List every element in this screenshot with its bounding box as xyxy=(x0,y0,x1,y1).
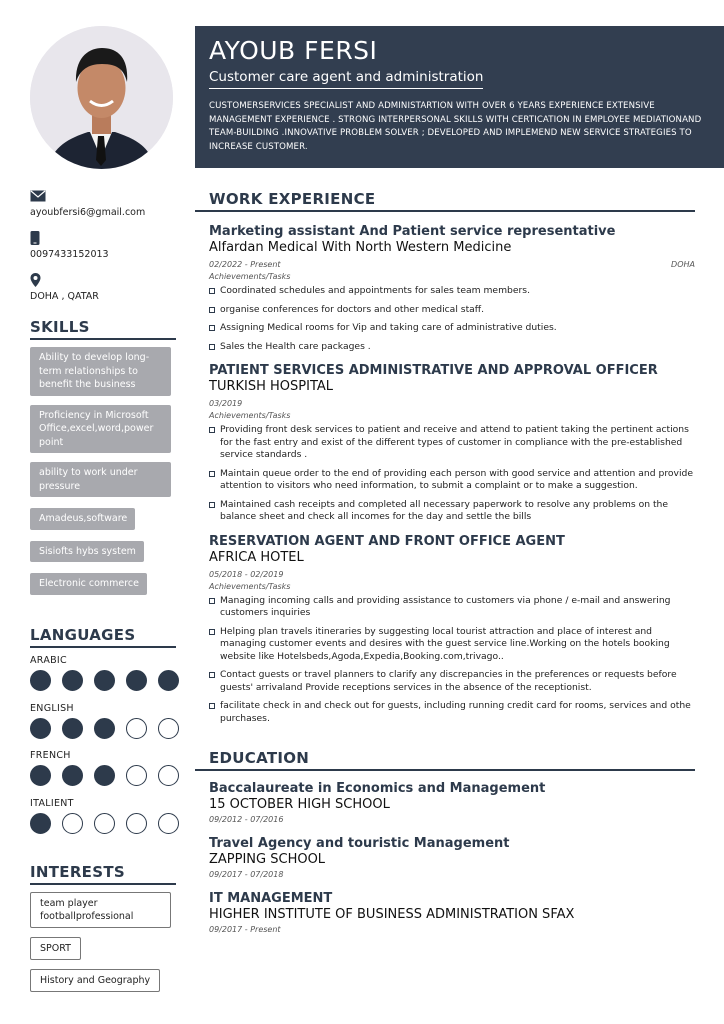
job-company: Alfardan Medical With North Western Medicine xyxy=(209,240,512,255)
list-item: organise conferences for doctors and other medical staff. xyxy=(209,304,695,317)
work-experience-title: WORK EXPERIENCE xyxy=(195,190,695,212)
skill-tag: Ability to develop long-term relationships to benefit the business xyxy=(30,347,171,396)
skill-tag: Amadeus,software xyxy=(30,508,135,530)
contact-section xyxy=(30,188,180,314)
contact-location xyxy=(30,272,180,314)
skill-tag: Proficiency in Microsoft Office,excel,word,power point xyxy=(30,405,171,454)
list-item: Providing front desk services to patient and receive and attend to patient taking the pertinent actions for the fast entry and exist of the different types of customer in compliance with the pre-established service standards . xyxy=(209,424,695,462)
interest-tag: SPORT xyxy=(30,937,81,960)
level-dot-filled xyxy=(158,670,179,691)
achievements-label: Achievements/Tasks xyxy=(209,411,291,420)
level-dot-filled xyxy=(62,718,83,739)
level-dot-empty xyxy=(126,813,147,834)
education-date: 09/2017 - Present xyxy=(209,925,281,934)
job-company: AFRICA HOTEL xyxy=(209,549,304,565)
language-level xyxy=(30,813,180,834)
phone-icon xyxy=(30,230,40,246)
list-item: Coordinated schedules and appointments for sales team members. xyxy=(209,285,695,298)
degree-title: Baccalaureate in Economics and Management xyxy=(209,781,546,796)
language-item xyxy=(30,655,180,691)
email-text[interactable]: ayoubfersi6@gmail.com xyxy=(30,207,146,218)
contact-email xyxy=(30,188,180,230)
education-date: 09/2012 - 07/2016 xyxy=(209,815,284,824)
profile-summary: CUSTOMERSERVICES SPECIALIST AND ADMINISTARTION WITH OVER 6 YEARS EXPERIENCE EXTENSIVE MANAGEMENT EXPERIENCE . STRONG INTERPERSONAL SKILLS WITH CERTICATION IN EMPLOYEE MEDIATIONAND TEAM-BUILDING .INNOVATIVE PROBLEM SOLVER ; DEVELOPED AND IMPLEMEND NEW SERVICE STRATEGIES TO INCREASE CUSTOMER. xyxy=(209,101,702,152)
school-name: ZAPPING SCHOOL xyxy=(209,852,326,867)
education-date: 09/2017 - 07/2018 xyxy=(209,870,284,879)
job-title: RESERVATION AGENT AND FRONT OFFICE AGENT xyxy=(209,533,565,549)
main-column xyxy=(195,190,695,934)
list-item: facilitate check in and check out for guests, including running credit card for rooms, services and othe purchases. xyxy=(209,700,695,725)
level-dot-empty xyxy=(62,813,83,834)
language-item xyxy=(30,798,180,834)
skills-title: SKILLS xyxy=(30,318,176,340)
language-name: ITALIENT xyxy=(30,798,74,809)
job-bullets xyxy=(209,424,695,524)
level-dot-filled xyxy=(30,813,51,834)
skill-tag: Sisiofts hybs system xyxy=(30,541,144,563)
level-dot-filled xyxy=(62,765,83,786)
job-entry xyxy=(195,534,695,726)
list-item: Managing incoming calls and providing assistance to customers via phone / e-mail and answering customers inquiries xyxy=(209,595,695,620)
level-dot-empty xyxy=(126,765,147,786)
list-item: Sales the Health care packages . xyxy=(209,341,695,354)
level-dot-filled xyxy=(94,765,115,786)
school-name: HIGHER INSTITUTE OF BUSINESS ADMINISTRATION SFAX xyxy=(209,907,575,922)
interest-tag: History and Geography xyxy=(30,969,160,992)
job-bullets xyxy=(209,285,695,353)
level-dot-filled xyxy=(30,670,51,691)
skill-tag: Electronic commerce xyxy=(30,573,147,595)
language-item xyxy=(30,750,180,786)
list-item: Contact guests or travel planners to clarify any discrepancies in the preferences or requests before guests' arrivaland Provide receptions services in the absence of the receptionist. xyxy=(209,669,695,694)
education-entry xyxy=(195,836,695,879)
list-item: Maintain queue order to the end of providing each person with good service and attention and provide attention to visitors who need information, to submit a complaint or to make a suggestion. xyxy=(209,468,695,493)
language-level xyxy=(30,670,180,691)
interest-tag: team player footballprofessional xyxy=(30,892,171,928)
education-entry xyxy=(195,781,695,824)
person-portrait-icon xyxy=(30,26,173,169)
header-banner xyxy=(195,26,724,168)
job-title: Marketing assistant And Patient service representative xyxy=(209,224,616,239)
degree-title: Travel Agency and touristic Management xyxy=(209,836,510,851)
level-dot-filled xyxy=(30,718,51,739)
job-date: 02/2022 - Present xyxy=(209,260,281,269)
language-name: ENGLISH xyxy=(30,703,74,714)
job-meta xyxy=(209,398,695,410)
list-item: Assigning Medical rooms for Vip and taking care of administrative duties. xyxy=(209,322,695,335)
school-name: 15 OCTOBER HIGH SCHOOL xyxy=(209,797,390,812)
skill-tag: ability to work under pressure xyxy=(30,462,171,497)
phone-text[interactable]: 0097433152013 xyxy=(30,249,109,260)
candidate-name: AYOUB FERSI xyxy=(209,36,378,65)
language-name: FRENCH xyxy=(30,750,71,761)
list-item: Maintained cash receipts and completed all necessary paperwork to resolve any problems on the balance sheet and check all incomes for the day and settle the bills xyxy=(209,499,695,524)
language-name: ARABIC xyxy=(30,655,67,666)
left-column xyxy=(0,0,190,1024)
degree-title: IT MANAGEMENT xyxy=(209,891,333,906)
level-dot-empty xyxy=(94,813,115,834)
contact-phone xyxy=(30,230,180,272)
achievements-label: Achievements/Tasks xyxy=(209,272,291,281)
job-company: TURKISH HOSPITAL xyxy=(209,379,334,394)
profile-photo xyxy=(30,26,173,169)
interests-list xyxy=(30,892,176,1000)
interests-title: INTERESTS xyxy=(30,863,176,885)
languages-title: LANGUAGES xyxy=(30,626,176,648)
candidate-role: Customer care agent and administration xyxy=(209,69,483,89)
location-text: DOHA , QATAR xyxy=(30,291,99,302)
level-dot-filled xyxy=(126,670,147,691)
job-entry xyxy=(195,224,695,353)
job-bullets xyxy=(209,595,695,726)
job-meta xyxy=(209,569,695,581)
level-dot-empty xyxy=(158,718,179,739)
level-dot-filled xyxy=(94,670,115,691)
language-level xyxy=(30,765,180,786)
level-dot-empty xyxy=(158,765,179,786)
job-date: 03/2019 xyxy=(209,399,243,408)
level-dot-filled xyxy=(30,765,51,786)
level-dot-filled xyxy=(62,670,83,691)
skills-list xyxy=(30,347,176,604)
language-item xyxy=(30,703,180,739)
level-dot-empty xyxy=(126,718,147,739)
map-pin-icon xyxy=(30,272,41,288)
envelope-icon xyxy=(30,188,46,204)
level-dot-empty xyxy=(158,813,179,834)
list-item: Helping plan travels itineraries by suggesting local tourist attraction and place of interest and managing customer events and desires with the guest service line.Working on the hotels booking website like Hotelsbeds,Agoda,Expedia,Booking.com,trivago.. xyxy=(209,626,695,664)
job-meta xyxy=(209,259,695,271)
job-entry xyxy=(195,363,695,524)
job-title: PATIENT SERVICES ADMINISTRATIVE AND APPROVAL OFFICER xyxy=(209,363,658,378)
achievements-label: Achievements/Tasks xyxy=(209,581,291,591)
education-entry xyxy=(195,891,695,934)
level-dot-filled xyxy=(94,718,115,739)
job-location: DOHA xyxy=(671,260,695,269)
job-date: 05/2018 - 02/2019 xyxy=(209,569,284,579)
education-title: EDUCATION xyxy=(195,749,695,771)
language-level xyxy=(30,718,180,739)
